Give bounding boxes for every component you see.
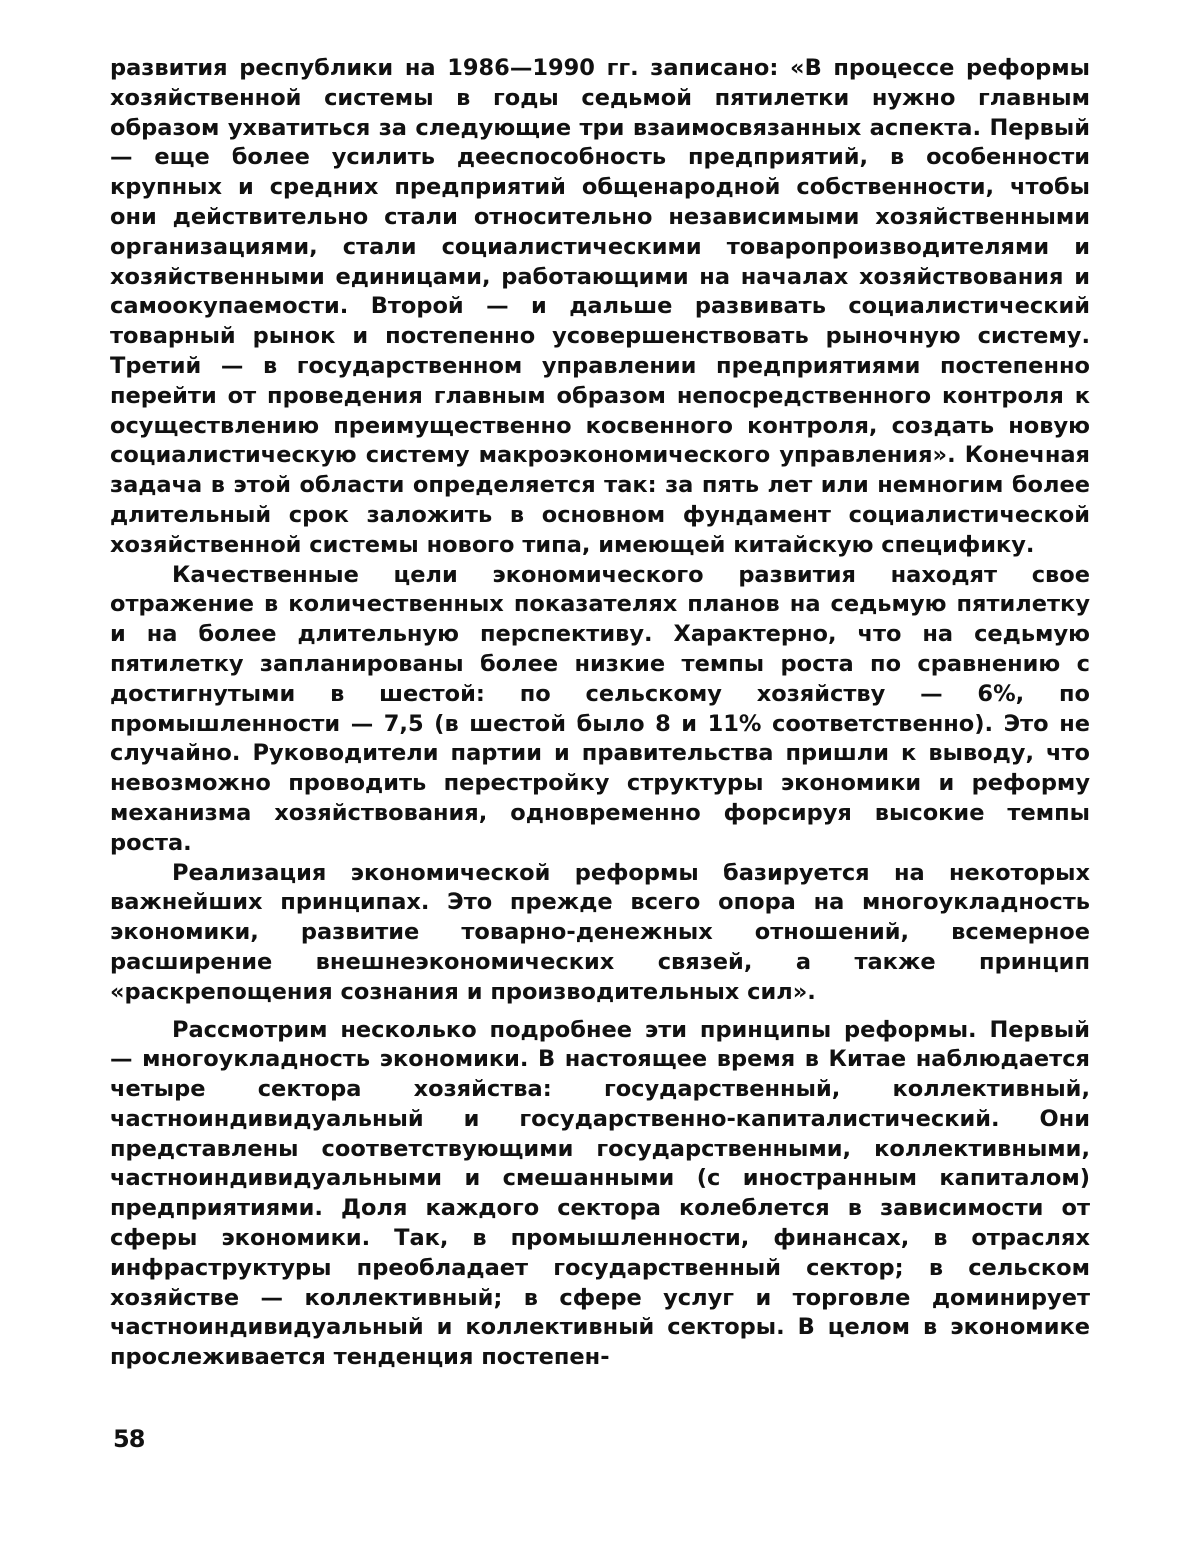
page-text-block	[110, 54, 1090, 1373]
paragraph-2: Качественные цели экономического развития находят свое отражение в количественных показателях планов на седьмую пятилетку и на более длительную перспективу. Характерно, что на седьмую пятилетку запланированы более низкие темпы роста по сравнению с достигнутыми в шестой: по сельскому хозяйству — 6%, по промышленности — 7,5 (в шестой было 8 и 11% соответственно). Это не случайно. Руководители партии и правительства пришли к выводу, что невозможно проводить перестройку структуры экономики и реформу механизма хозяйствования, одновременно форсируя высокие темпы роста.	[110, 561, 1090, 856]
paragraph-3: Реализация экономической реформы базируется на некоторых важнейших принципах. Это прежде всего опора на многоукладность экономики, развитие товарно-денежных отношений, всемерное расширение внешнеэкономических связей, а также принцип «раскрепощения сознания и производительных сил».	[110, 859, 1090, 1005]
paragraph-4: Рассмотрим несколько подробнее эти принципы реформы. Первый — многоукладность экономики. В настоящее время в Китае наблюдается четыре сектора хозяйства: государственный, коллективный, частноиндивидуальный и государственно-капиталистический. Они представлены соответствующими государственными, коллективными, частноиндивидуальными и смешанными (с иностранным капиталом) предприятиями. Доля каждого сектора колеблется в зависимости от сферы экономики. Так, в промышленности, финансах, в отраслях инфраструктуры преобладает государственный сектор; в сельском хозяйстве — коллективный; в сфере услуг и торговле доминирует частноиндивидуальный и коллективный секторы. В целом в экономике прослеживается тенденция постепен-	[110, 1016, 1090, 1371]
paragraph-1: развития республики на 1986—1990 гг. записано: «В процессе реформы хозяйственной системы в годы седьмой пятилетки нужно главным образом ухватиться за следующие три взаимосвязанных аспекта. Первый — еще более усилить дееспособность предприятий, в особенности крупных и средних предприятий общенародной собственности, чтобы они действительно стали относительно независимыми хозяйственными организациями, стали социалистическими товаропроизводителями и хозяйственными единицами, работающими на началах хозяйствования и самоокупаемости. Второй — и дальше развивать социалистический товарный рынок и постепенно усовершенствовать рыночную систему. Третий — в государственном управлении предприятиями постепенно перейти от проведения главным образом непосредственного контроля к осуществлению преимущественно косвенного контроля, создать новую социалистическую систему макроэкономического управления». Конечная задача в этой области определяется так: за пять лет или немногим более длительный срок заложить в основном фундамент социалистической хозяйственной системы нового типа, имеющей китайскую специфику.	[110, 55, 1090, 558]
page-number: 58	[113, 1425, 145, 1453]
